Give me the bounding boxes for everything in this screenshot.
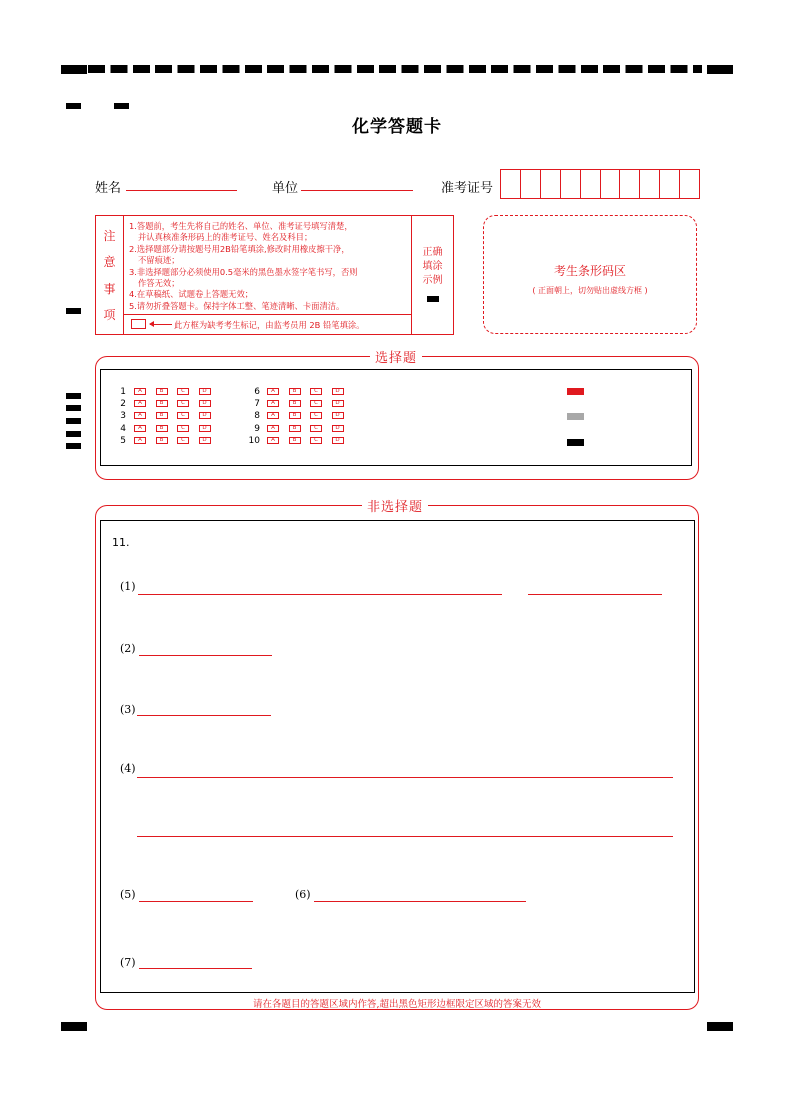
mcq-option-bubble[interactable]: A bbox=[267, 400, 279, 407]
barcode-title: 考生条形码区 bbox=[553, 264, 626, 278]
mcq-option-bubble[interactable]: B bbox=[289, 425, 301, 432]
absent-mark-text: 此方框为缺考考生标记，由监考员用 2B 铅笔填涂。 bbox=[174, 320, 365, 330]
orientation-mark-2 bbox=[114, 103, 129, 109]
name-field[interactable] bbox=[126, 190, 237, 191]
mcq-section-title: 选择题 bbox=[370, 347, 422, 366]
color-swatch-red bbox=[567, 388, 584, 395]
mcq-option-bubble[interactable]: C bbox=[310, 437, 322, 444]
mcq-option-bubble[interactable]: D bbox=[199, 388, 211, 395]
part-label-3: (3) bbox=[120, 703, 136, 716]
part-label-1: (1) bbox=[120, 580, 136, 593]
orientation-mark-1 bbox=[66, 103, 81, 109]
mcq-option-bubble[interactable]: A bbox=[134, 400, 146, 407]
footer-warning: 请在各题目的答题区域内作答,超出黑色矩形边框限定区域的答案无效 bbox=[252, 999, 542, 1010]
mcq-question-number: 10 bbox=[248, 436, 260, 446]
side-mark bbox=[66, 405, 81, 411]
name-label: 姓名 bbox=[95, 181, 122, 196]
mcq-option-bubble[interactable]: C bbox=[177, 425, 189, 432]
id-number-boxes[interactable] bbox=[500, 169, 700, 199]
part-label-4: (4) bbox=[120, 762, 136, 775]
mcq-option-bubble[interactable]: A bbox=[267, 412, 279, 419]
answer-line-6[interactable] bbox=[314, 901, 526, 902]
mcq-option-bubble[interactable]: A bbox=[267, 437, 279, 444]
part-label-5: (5) bbox=[120, 888, 136, 901]
mcq-option-bubble[interactable]: C bbox=[310, 400, 322, 407]
mcq-option-bubble[interactable]: D bbox=[199, 400, 211, 407]
mcq-option-bubble[interactable]: B bbox=[156, 437, 168, 444]
mcq-question-number: 6 bbox=[254, 387, 260, 397]
mcq-option-bubble[interactable]: D bbox=[332, 425, 344, 432]
arrow-left-icon bbox=[150, 324, 172, 325]
mcq-option-bubble[interactable]: B bbox=[289, 412, 301, 419]
answer-line-1a[interactable] bbox=[138, 594, 502, 595]
id-digit-box[interactable] bbox=[660, 170, 680, 198]
id-digit-box[interactable] bbox=[501, 170, 521, 198]
question-number: 11. bbox=[112, 536, 130, 549]
mcq-question-number: 2 bbox=[120, 399, 126, 409]
side-mark bbox=[66, 418, 81, 424]
absent-mark-row bbox=[124, 314, 412, 334]
answer-line-4a[interactable] bbox=[137, 777, 673, 778]
mcq-option-bubble[interactable]: A bbox=[267, 388, 279, 395]
mcq-question-number: 9 bbox=[254, 424, 260, 434]
mcq-option-bubble[interactable]: C bbox=[310, 388, 322, 395]
answer-line-2[interactable] bbox=[139, 655, 272, 656]
id-digit-box[interactable] bbox=[541, 170, 561, 198]
mcq-option-bubble[interactable]: B bbox=[156, 388, 168, 395]
part-label-7: (7) bbox=[120, 956, 136, 969]
mcq-option-bubble[interactable]: B bbox=[156, 412, 168, 419]
mcq-option-bubble[interactable]: C bbox=[310, 412, 322, 419]
mcq-question-number: 8 bbox=[254, 411, 260, 421]
mcq-option-bubble[interactable]: C bbox=[177, 388, 189, 395]
side-mark bbox=[66, 393, 81, 399]
timing-dash-bar bbox=[88, 65, 702, 73]
id-digit-box[interactable] bbox=[640, 170, 660, 198]
mcq-question-number: 1 bbox=[120, 387, 126, 397]
mcq-question-number: 4 bbox=[120, 424, 126, 434]
timing-mark-top-left bbox=[61, 65, 87, 74]
id-digit-box[interactable] bbox=[521, 170, 541, 198]
mcq-option-bubble[interactable]: D bbox=[199, 425, 211, 432]
mcq-option-bubble[interactable]: C bbox=[177, 437, 189, 444]
timing-mark-top-right bbox=[707, 65, 733, 74]
mcq-option-bubble[interactable]: A bbox=[267, 425, 279, 432]
unit-field[interactable] bbox=[301, 190, 413, 191]
mcq-option-bubble[interactable]: D bbox=[332, 388, 344, 395]
notice-label: 注 意 事 项 bbox=[96, 216, 124, 334]
barcode-area bbox=[483, 215, 697, 334]
mcq-option-bubble[interactable]: D bbox=[332, 400, 344, 407]
id-digit-box[interactable] bbox=[680, 170, 699, 198]
mcq-option-bubble[interactable]: C bbox=[177, 400, 189, 407]
mcq-option-bubble[interactable]: B bbox=[289, 400, 301, 407]
side-mark bbox=[66, 308, 81, 314]
mcq-option-bubble[interactable]: C bbox=[310, 425, 322, 432]
mcq-option-bubble[interactable]: D bbox=[332, 437, 344, 444]
mcq-option-bubble[interactable]: A bbox=[134, 437, 146, 444]
barcode-subtitle: ( 正面朝上，切勿贴出虚线方框 ) bbox=[532, 286, 648, 295]
unit-label: 单位 bbox=[272, 181, 299, 196]
side-mark bbox=[66, 431, 81, 437]
mcq-question-number: 7 bbox=[254, 399, 260, 409]
answer-line-1b[interactable] bbox=[528, 594, 662, 595]
side-mark bbox=[66, 443, 81, 449]
mcq-option-bubble[interactable]: B bbox=[156, 425, 168, 432]
color-swatch-gray bbox=[567, 413, 584, 420]
mcq-option-bubble[interactable]: A bbox=[134, 388, 146, 395]
id-label: 准考证号 bbox=[441, 181, 494, 196]
answer-line-5[interactable] bbox=[139, 901, 253, 902]
filled-example-mark bbox=[427, 296, 439, 302]
correct-fill-example: 正确 填涂 示例 bbox=[411, 216, 453, 334]
id-digit-box[interactable] bbox=[561, 170, 581, 198]
page-title: 化学答题卡 bbox=[352, 117, 442, 137]
nonmcq-answer-area bbox=[100, 520, 695, 993]
notice-text: 1.答题前，考生先将自己的姓名、单位、准考证号填写清楚， 并认真核准条形码上的准考证号、姓名及科目； 2.选择题部分请按题号用2B铅笔填涂,修改时用橡皮擦干净， 不留痕迹； 3.非选择题部分必须使用0.5毫米的黑色墨水签字笔书写，否则 作答无效； 4.在草稿纸、试题卷上答题无效； 5.请勿折叠答题卡。保持字体工整、笔迹清晰、卡面清洁。 bbox=[129, 221, 358, 311]
notice-box bbox=[95, 215, 454, 335]
mcq-option-bubble[interactable]: B bbox=[289, 388, 301, 395]
mcq-option-bubble[interactable]: D bbox=[199, 437, 211, 444]
mcq-question-number: 5 bbox=[120, 436, 126, 446]
id-digit-box[interactable] bbox=[601, 170, 621, 198]
answer-line-4b[interactable] bbox=[137, 836, 673, 837]
mcq-option-bubble[interactable]: A bbox=[134, 425, 146, 432]
timing-mark-bottom-right bbox=[707, 1022, 733, 1031]
mcq-option-bubble[interactable]: A bbox=[134, 412, 146, 419]
mcq-option-bubble[interactable]: B bbox=[289, 437, 301, 444]
id-digit-box[interactable] bbox=[620, 170, 640, 198]
nonmcq-section-title: 非选择题 bbox=[362, 496, 428, 515]
mcq-option-bubble[interactable]: B bbox=[156, 400, 168, 407]
part-label-2: (2) bbox=[120, 642, 136, 655]
answer-line-3[interactable] bbox=[137, 715, 271, 716]
mcq-option-bubble[interactable]: D bbox=[199, 412, 211, 419]
id-digit-box[interactable] bbox=[581, 170, 601, 198]
timing-mark-bottom-left bbox=[61, 1022, 87, 1031]
absent-mark-box[interactable] bbox=[131, 319, 146, 329]
part-label-6: (6) bbox=[295, 888, 311, 901]
mcq-option-bubble[interactable]: C bbox=[177, 412, 189, 419]
color-swatch-black bbox=[567, 439, 584, 446]
mcq-option-bubble[interactable]: D bbox=[332, 412, 344, 419]
answer-line-7[interactable] bbox=[139, 968, 252, 969]
mcq-question-number: 3 bbox=[120, 411, 126, 421]
